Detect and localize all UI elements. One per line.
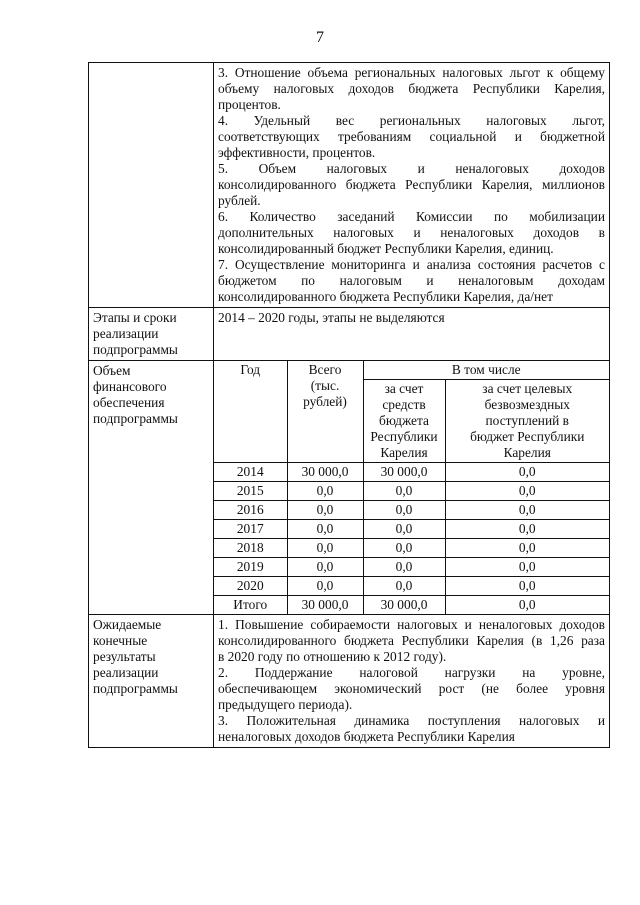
results-label-line-5: подпрограммы — [93, 681, 178, 696]
finance-header-grants-line-5: Карелия — [503, 445, 551, 460]
finance-grants: 0,0 — [445, 463, 609, 482]
finance-grants: 0,0 — [445, 539, 609, 558]
finance-header-budget-line-4: Республики — [370, 429, 438, 444]
finance-total: 0,0 — [287, 520, 363, 539]
finance-data-row — [214, 463, 609, 482]
finance-header-including-text: В том числе — [451, 362, 521, 377]
finance-data-row — [214, 501, 609, 520]
stages-label-line-3: подпрограммы — [93, 342, 178, 357]
finance-header-budget-line-5: Карелия — [380, 445, 428, 460]
finance-header-budget-line-3: бюджета — [379, 413, 429, 428]
finance-data-row — [214, 482, 609, 501]
finance-data-row — [214, 520, 609, 539]
finance-total: 0,0 — [287, 501, 363, 520]
finance-table — [214, 361, 609, 614]
indicator-5 — [218, 161, 605, 209]
result-2-line-2: обеспечивающем экономический рост (не более уровня — [218, 681, 605, 696]
finance-data-row — [214, 539, 609, 558]
indicator-3-line-2: объему налоговых доходов бюджета Республики Карелия, — [218, 81, 605, 96]
finance-year: Итого — [214, 596, 287, 615]
finance-header-year-text: Год — [240, 362, 261, 377]
finance-budget: 0,0 — [363, 501, 445, 520]
finance-header-grants-line-2: безвозмездных — [484, 397, 570, 412]
finance-header-total-line-1: Всего — [308, 362, 342, 377]
indicator-7 — [218, 257, 605, 305]
indicators-label-cell — [89, 63, 214, 308]
indicator-4-line-2: соответствующих требованиям социальной и бюджетной — [218, 129, 605, 144]
finance-total: 0,0 — [287, 539, 363, 558]
result-1-line-1: 1. Повышение собираемости налоговых и неналоговых доходов — [218, 617, 605, 632]
finance-total: 30 000,0 — [287, 596, 363, 615]
result-1-line-3: в 2020 году по отношению к 2012 году). — [218, 649, 447, 664]
indicator-7-line-3: консолидированного бюджета Республики Карелия, да/нет — [218, 289, 553, 304]
indicator-4 — [218, 113, 605, 161]
indicator-6-line-2: дополнительных налоговых и неналоговых доходов в — [218, 225, 605, 240]
finance-total: 30 000,0 — [287, 463, 363, 482]
finance-grants: 0,0 — [445, 520, 609, 539]
stages-label-line-2: реализации — [93, 326, 159, 341]
indicator-3-line-3: процентов. — [218, 97, 281, 112]
stages-label — [89, 308, 214, 361]
finance-budget: 0,0 — [363, 577, 445, 596]
indicator-6 — [218, 209, 605, 257]
indicator-4-line-3: эффективности, процентов. — [218, 145, 376, 160]
finance-budget: 0,0 — [363, 482, 445, 501]
finance-header-total — [287, 361, 363, 463]
result-1-line-2: консолидированного бюджета Республики Карелия (в 1,26 раза — [218, 633, 605, 648]
indicator-5-line-1: 5. Объем налоговых и неналоговых доходов — [218, 161, 605, 176]
finance-label-line-2: финансового — [93, 379, 167, 394]
results-label-line-1: Ожидаемые — [93, 617, 162, 632]
result-3-line-2: неналоговых доходов бюджета Республики Карелия — [218, 729, 515, 744]
results-row — [89, 615, 610, 748]
results-label-line-4: реализации — [93, 665, 159, 680]
stages-value-text: 2014 – 2020 годы, этапы не выделяются — [218, 310, 445, 325]
page-number: 7 — [316, 29, 324, 46]
finance-budget: 0,0 — [363, 558, 445, 577]
finance-data-row — [214, 577, 609, 596]
finance-header-grants-line-3: поступлений в — [485, 413, 569, 428]
finance-header-total-line-3: рублей) — [303, 394, 347, 409]
finance-total-row — [214, 596, 609, 615]
finance-year: 2016 — [214, 501, 287, 520]
finance-header-budget-line-1: за счет — [384, 381, 424, 396]
finance-year: 2019 — [214, 558, 287, 577]
indicators-cell — [214, 63, 610, 308]
finance-row — [89, 361, 610, 615]
finance-budget: 0,0 — [363, 539, 445, 558]
finance-header-row-1 — [214, 361, 609, 380]
indicator-6-line-3: консолидированный бюджет Республики Карелия, единиц. — [218, 241, 554, 256]
results-label-line-3: результаты — [93, 649, 156, 664]
result-3 — [218, 713, 605, 745]
finance-total: 0,0 — [287, 482, 363, 501]
finance-label — [89, 361, 214, 615]
finance-label-line-1: Объем — [93, 363, 131, 378]
finance-grants: 0,0 — [445, 577, 609, 596]
result-2 — [218, 665, 605, 713]
results-label — [89, 615, 214, 748]
finance-grants: 0,0 — [445, 482, 609, 501]
results-cell — [214, 615, 610, 748]
finance-label-line-4: подпрограммы — [93, 411, 178, 426]
finance-total: 0,0 — [287, 558, 363, 577]
finance-budget: 0,0 — [363, 520, 445, 539]
indicator-5-line-2: консолидированного бюджета Республики Карелия, миллионов — [218, 177, 605, 192]
stages-row — [89, 308, 610, 361]
result-2-line-1: 2. Поддержание налоговой нагрузки на уровне, — [218, 665, 605, 680]
finance-header-total-line-2: (тыс. — [310, 378, 340, 393]
stages-label-line-1: Этапы и сроки — [93, 310, 177, 325]
finance-budget: 30 000,0 — [363, 596, 445, 615]
finance-data-row — [214, 558, 609, 577]
finance-header-grants — [445, 380, 609, 463]
finance-header-year — [214, 361, 287, 463]
stages-value — [214, 308, 610, 361]
finance-header-budget — [363, 380, 445, 463]
finance-grants: 0,0 — [445, 596, 609, 615]
finance-grants: 0,0 — [445, 558, 609, 577]
finance-header-including — [363, 361, 609, 380]
finance-header-grants-line-4: бюджет Республики — [470, 429, 585, 444]
indicator-7-line-1: 7. Осуществление мониторинга и анализа состояния расчетов с — [218, 257, 605, 272]
indicator-6-line-1: 6. Количество заседаний Комиссии по мобилизации — [218, 209, 605, 224]
finance-budget: 30 000,0 — [363, 463, 445, 482]
finance-header-grants-line-1: за счет целевых — [482, 381, 573, 396]
finance-year: 2017 — [214, 520, 287, 539]
finance-total: 0,0 — [287, 577, 363, 596]
finance-year: 2015 — [214, 482, 287, 501]
finance-grants: 0,0 — [445, 501, 609, 520]
finance-year: 2014 — [214, 463, 287, 482]
finance-year: 2018 — [214, 539, 287, 558]
indicator-3 — [218, 65, 605, 113]
indicators-row — [89, 63, 610, 308]
results-label-line-2: конечные — [93, 633, 148, 648]
indicator-7-line-2: бюджетом по налоговым и неналоговым доходам — [218, 273, 605, 288]
result-1 — [218, 617, 605, 665]
indicator-3-line-1: 3. Отношение объема региональных налоговых льгот к общему — [218, 65, 605, 80]
finance-table-cell — [214, 361, 610, 615]
finance-year: 2020 — [214, 577, 287, 596]
result-3-line-1: 3. Положительная динамика поступления налоговых и — [218, 713, 605, 728]
finance-label-line-3: обеспечения — [93, 395, 165, 410]
indicator-4-line-1: 4. Удельный вес региональных налоговых льгот, — [218, 113, 605, 128]
passport-table — [88, 62, 610, 748]
indicator-5-line-3: рублей. — [218, 193, 261, 208]
finance-header-budget-line-2: средств — [382, 397, 426, 412]
result-2-line-3: предыдущего периода). — [218, 697, 353, 712]
